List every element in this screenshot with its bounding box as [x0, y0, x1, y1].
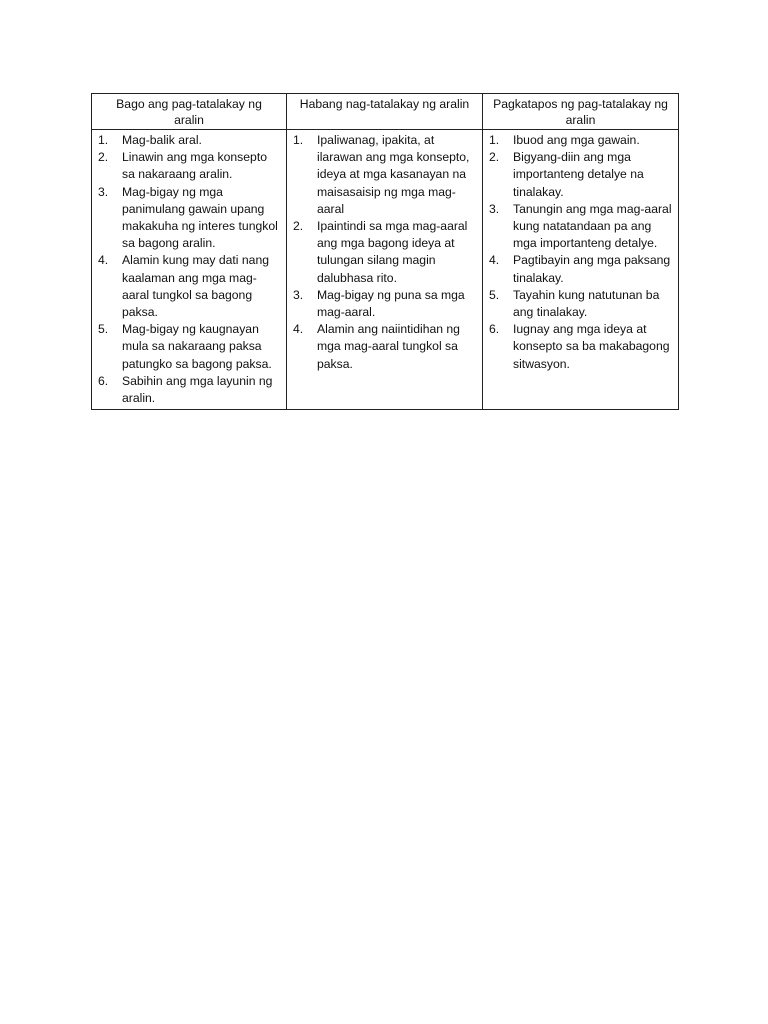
cell-during-lesson — [287, 130, 483, 410]
list-item — [487, 287, 674, 321]
item-text: Mag-bigay ng kaugnayan mula sa nakaraang paksa patungko sa bagong paksa. — [122, 322, 272, 371]
item-text: Mag-bigay ng puna sa mga mag-aaral. — [317, 287, 465, 320]
item-number: 6. — [98, 373, 109, 388]
header-after-lesson: Pagkatapos ng pag-tatalakay ng aralin — [483, 94, 679, 130]
header-before-lesson: Bago ang pag-tatalakay ng aralin — [92, 94, 287, 130]
item-number: 5. — [98, 322, 109, 337]
list-during-lesson — [291, 132, 478, 373]
item-number: 2. — [293, 219, 304, 234]
table-body-row — [92, 130, 679, 410]
list-item — [96, 321, 282, 373]
list-item — [291, 287, 478, 321]
item-number: 2. — [98, 150, 109, 165]
item-text: Alamin ang naiintidihan ng mga mag-aaral tungkol sa paksa. — [317, 322, 460, 371]
item-text: Mag-bigay ng mga panimulang gawain upang makakuha ng interes tungkol sa bagong aralin. — [122, 184, 278, 251]
list-item — [291, 132, 478, 218]
list-item — [96, 252, 282, 321]
item-text: Linawin ang mga konsepto sa nakaraang aralin. — [122, 150, 267, 182]
item-number: 3. — [98, 184, 109, 199]
item-text: Pagtibayin ang mga paksang tinalakay. — [513, 253, 671, 285]
list-item — [487, 252, 674, 286]
item-number: 4. — [98, 253, 109, 268]
item-number: 4. — [293, 322, 304, 337]
item-text: Bigyang-diin ang mga importanteng detalye na tinalakay. — [513, 150, 644, 199]
item-text: Mag-balik aral. — [122, 133, 202, 147]
cell-after-lesson — [483, 130, 679, 410]
list-item — [96, 149, 282, 183]
lesson-plan-table — [91, 93, 679, 410]
item-text: Alamin kung may dati nang kaalaman ang mga mag-aaral tungkol sa bagong paksa. — [122, 253, 270, 320]
item-number: 1. — [98, 133, 109, 147]
item-text: Sabihin ang mga layunin ng aralin. — [122, 373, 273, 406]
item-number: 1. — [489, 133, 500, 147]
list-item — [291, 321, 478, 373]
list-item — [487, 132, 674, 149]
list-item — [96, 373, 282, 407]
item-number: 3. — [489, 201, 500, 216]
item-text: Ibuod ang mga gawain. — [513, 133, 640, 147]
list-item — [487, 201, 674, 253]
list-item — [487, 321, 674, 373]
item-number: 2. — [489, 150, 500, 165]
list-after-lesson — [487, 132, 674, 373]
item-text: Iugnay ang mga ideya at konsepto sa ba makabagong sitwasyon. — [513, 322, 670, 371]
item-text: Ipaliwanag, ipakita, at ilarawan ang mga konsepto, ideya at mga kasanayan na maisasaisip ng mga mag-aaral — [317, 133, 470, 216]
item-text: Ipaintindi sa mga mag-aaral ang mga bagong ideya at tulungan silang magin dalubhasa rito. — [317, 219, 468, 285]
item-number: 5. — [489, 287, 500, 302]
item-number: 1. — [293, 133, 304, 147]
list-before-lesson — [96, 132, 282, 407]
item-number: 6. — [489, 322, 500, 337]
item-number: 4. — [489, 253, 500, 268]
header-during-lesson: Habang nag-tatalakay ng aralin — [287, 94, 483, 130]
item-text: Tanungin ang mga mag-aaral kung natatandaan pa ang mga importanteng detalye. — [513, 201, 672, 251]
item-text: Tayahin kung natutunan ba ang tinalakay. — [513, 287, 660, 320]
item-number: 3. — [293, 287, 304, 302]
cell-before-lesson — [92, 130, 287, 410]
list-item — [487, 149, 674, 201]
list-item — [291, 218, 478, 287]
list-item — [96, 184, 282, 253]
list-item — [96, 132, 282, 149]
table-header-row — [92, 94, 679, 130]
